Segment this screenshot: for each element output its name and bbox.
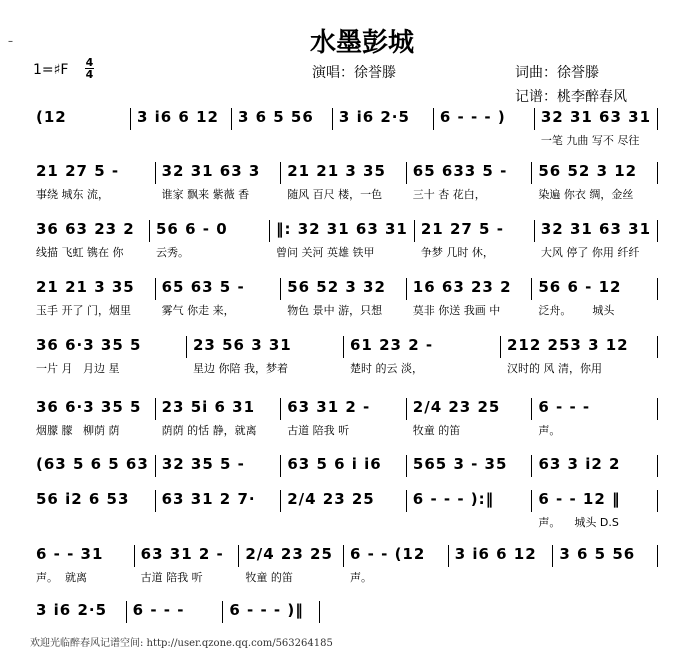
measure-notes: 3 i6 2·5 bbox=[338, 108, 410, 126]
score-row bbox=[30, 220, 658, 260]
measure bbox=[407, 162, 532, 202]
measure-notes: 63 31 2 - bbox=[140, 545, 224, 563]
time-bottom: 4 bbox=[85, 68, 94, 81]
measure bbox=[156, 162, 281, 202]
measure bbox=[30, 278, 155, 318]
measure-lyrics: 牧童 的笛 bbox=[245, 571, 293, 584]
measure bbox=[333, 108, 433, 134]
score-row bbox=[30, 278, 658, 318]
measure-notes: 32 31 63 31 bbox=[540, 108, 652, 126]
measure-notes: 56 52 3 12 bbox=[538, 162, 638, 180]
measure bbox=[281, 490, 406, 516]
measure-notes: 65 63 5 - bbox=[161, 278, 245, 296]
time-top: 4 bbox=[85, 56, 94, 69]
measure bbox=[532, 455, 657, 481]
measure-notes: 21 21 3 35 bbox=[36, 278, 135, 296]
measure-notes: 16 63 23 2 bbox=[412, 278, 512, 296]
measure-lyrics: 一笔 九曲 写不 尽往 bbox=[540, 134, 640, 147]
measure-lyrics: 声。 bbox=[538, 424, 561, 437]
measure bbox=[407, 278, 532, 318]
measure-lyrics: 牧童 的笛 bbox=[412, 424, 461, 437]
bar-line bbox=[319, 601, 320, 623]
measure bbox=[30, 108, 130, 134]
measure-notes: 23 56 3 31 bbox=[193, 336, 292, 354]
measure bbox=[239, 545, 343, 585]
measure bbox=[501, 336, 657, 376]
measure-notes: 32 31 63 31 bbox=[540, 220, 652, 238]
measure bbox=[532, 278, 657, 318]
measure-notes: 32 35 5 - bbox=[161, 455, 245, 473]
measure bbox=[156, 278, 281, 318]
measure bbox=[223, 601, 319, 627]
measure bbox=[532, 490, 657, 530]
dash-mark: – bbox=[8, 36, 13, 47]
measure-lyrics: 三十 杏 花白， bbox=[412, 188, 486, 201]
measure-notes: 63 31 2 7· bbox=[161, 490, 256, 508]
measure-notes: 6 - - - ) bbox=[439, 108, 506, 126]
measure-lyrics: 烟朦 朦 柳荫 荫 bbox=[36, 424, 120, 437]
score-row bbox=[30, 398, 658, 438]
measure-lyrics: 线描 飞虹 镌在 你 bbox=[36, 246, 124, 259]
measure bbox=[30, 490, 155, 516]
measure-lyrics: 星边 你陪 我，梦着 bbox=[193, 362, 288, 375]
measure bbox=[232, 108, 332, 134]
measure-notes: 56 i2 6 53 bbox=[36, 490, 130, 508]
measure-lyrics: 谁家 飘来 紫薇 香 bbox=[161, 188, 250, 201]
score-row bbox=[30, 336, 658, 376]
measure-notes: 6 - - 12 ‖ bbox=[538, 490, 621, 508]
bar-line bbox=[657, 162, 658, 184]
footer-text: 欢迎光临醉春风记谱空间: http://user.qzone.qq.com/563264185 bbox=[30, 638, 333, 649]
measure bbox=[30, 220, 149, 260]
score-row bbox=[30, 545, 658, 585]
measure-notes: 3 i6 2·5 bbox=[36, 601, 108, 619]
measure-lyrics: 泛舟。 城头 bbox=[538, 304, 615, 317]
measure-notes: 3 i6 6 12 bbox=[454, 545, 537, 563]
measure-notes: 2/4 23 25 bbox=[287, 490, 375, 508]
measure bbox=[532, 398, 657, 438]
measure-notes: 63 3 i2 2 bbox=[538, 455, 621, 473]
measure-lyrics: 声。 就离 bbox=[36, 571, 87, 584]
measure bbox=[407, 490, 532, 516]
bar-line bbox=[657, 220, 658, 242]
measure bbox=[135, 545, 239, 585]
measure-notes: 212 253 3 12 bbox=[507, 336, 629, 354]
measure bbox=[270, 220, 414, 260]
measure bbox=[156, 398, 281, 438]
measure bbox=[407, 398, 532, 438]
song-title: 水墨彭城 bbox=[310, 28, 415, 58]
measure-notes: 36 6·3 35 5 bbox=[36, 336, 142, 354]
measure-lyrics: 大风 停了 你用 纤纤 bbox=[540, 246, 640, 259]
measure bbox=[187, 336, 343, 376]
measure-lyrics: 雾气 你走 来， bbox=[161, 304, 235, 317]
measure-notes: 2/4 23 25 bbox=[245, 545, 333, 563]
measure-notes: 63 5 6 i i6 bbox=[287, 455, 382, 473]
bar-line bbox=[657, 278, 658, 300]
measure-notes: 21 27 5 - bbox=[420, 220, 504, 238]
singer: 演唱：徐誉滕 bbox=[312, 65, 396, 81]
measure-lyrics: 玉手 开了 门，烟里 bbox=[36, 304, 131, 317]
measure-notes: (63 5 6 5 63 bbox=[36, 455, 149, 473]
measure-notes: 56 52 3 32 bbox=[287, 278, 386, 296]
measure-lyrics: 古道 陪我 听 bbox=[140, 571, 203, 584]
score-row bbox=[30, 455, 658, 481]
measure-lyrics: 事绕 城东 流， bbox=[36, 188, 109, 201]
measure-notes: 2/4 23 25 bbox=[412, 398, 501, 416]
measure bbox=[127, 601, 223, 627]
score-row bbox=[30, 108, 658, 148]
measure-lyrics: 古道 陪我 听 bbox=[287, 424, 350, 437]
measure bbox=[131, 108, 231, 134]
measure-notes: 61 23 2 - bbox=[350, 336, 434, 354]
measure-notes: 6 - - - )‖ bbox=[229, 601, 304, 619]
measure-lyrics: 物色 景中 游，只想 bbox=[287, 304, 383, 317]
measure-notes: 36 63 23 2 bbox=[36, 220, 135, 238]
measure-lyrics: 楚时 的云 淡， bbox=[350, 362, 423, 375]
measure bbox=[535, 220, 657, 260]
measure-lyrics: 曾问 关河 英雄 铁甲 bbox=[275, 246, 375, 259]
measure bbox=[30, 162, 155, 202]
bar-line bbox=[657, 490, 658, 512]
measure bbox=[344, 336, 500, 376]
measure-notes: 32 31 63 3 bbox=[161, 162, 261, 180]
measure-lyrics: 染遍 你衣 绸，金丝 bbox=[538, 188, 634, 201]
measure-notes: ‖: 32 31 63 31 bbox=[275, 220, 408, 238]
transcriber: 记谱：桃李醉春风 bbox=[515, 89, 627, 105]
measure-lyrics: 汉时的 风 清，你用 bbox=[507, 362, 602, 375]
measure bbox=[449, 545, 553, 571]
key-signature: 1=♯F bbox=[33, 62, 69, 78]
measure bbox=[30, 336, 186, 376]
score-row bbox=[30, 162, 658, 202]
measure bbox=[434, 108, 534, 134]
measure-lyrics: 荫荫 的恬 静，就离 bbox=[161, 424, 257, 437]
measure bbox=[156, 490, 281, 516]
measure-lyrics: 莫非 你送 我画 中 bbox=[412, 304, 501, 317]
measure-notes: 36 6·3 35 5 bbox=[36, 398, 142, 416]
measure bbox=[30, 545, 134, 585]
measure-notes: 6 - - - bbox=[538, 398, 591, 416]
score-row bbox=[30, 490, 658, 530]
measure-notes: (12 bbox=[36, 108, 67, 126]
measure-notes: 6 - - 31 bbox=[36, 545, 104, 563]
measure bbox=[30, 601, 126, 627]
measure-notes: 56 6 - 0 bbox=[155, 220, 228, 238]
measure-notes: 21 27 5 - bbox=[36, 162, 120, 180]
measure bbox=[281, 455, 406, 481]
bar-line bbox=[657, 398, 658, 420]
measure-notes: 565 3 - 35 bbox=[412, 455, 508, 473]
bar-line bbox=[657, 455, 658, 477]
bar-line bbox=[657, 108, 658, 130]
measure bbox=[150, 220, 269, 260]
measure bbox=[30, 455, 155, 481]
score-row bbox=[30, 601, 320, 627]
measure bbox=[281, 162, 406, 202]
measure bbox=[281, 278, 406, 318]
bar-line bbox=[657, 545, 658, 567]
measure-lyrics: 声。 bbox=[350, 571, 373, 584]
measure bbox=[344, 545, 448, 585]
measure-lyrics: 一片 月 月边 星 bbox=[36, 362, 120, 375]
measure-notes: 65 633 5 - bbox=[412, 162, 508, 180]
measure bbox=[281, 398, 406, 438]
time-signature bbox=[85, 57, 94, 80]
measure-notes: 3 i6 6 12 bbox=[136, 108, 219, 126]
measure-notes: 3 6 5 56 bbox=[237, 108, 314, 126]
measure bbox=[415, 220, 534, 260]
measure-lyrics: 声。 城头 D.S bbox=[538, 516, 619, 529]
measure bbox=[407, 455, 532, 481]
measure bbox=[156, 455, 281, 481]
measure bbox=[30, 398, 155, 438]
measure-notes: 21 21 3 35 bbox=[287, 162, 386, 180]
measure-notes: 63 31 2 - bbox=[287, 398, 371, 416]
measure bbox=[532, 162, 657, 202]
measure-notes: 6 - - - ):‖ bbox=[412, 490, 495, 508]
measure-notes: 56 6 - 12 bbox=[538, 278, 622, 296]
measure-notes: 23 5i 6 31 bbox=[161, 398, 256, 416]
measure-notes: 3 6 5 56 bbox=[559, 545, 636, 563]
measure-notes: 6 - - (12 bbox=[350, 545, 426, 563]
measure-notes: 6 - - - bbox=[132, 601, 185, 619]
measure-lyrics: 随风 百尺 楼，一色 bbox=[287, 188, 383, 201]
measure-lyrics: 争梦 几时 休， bbox=[420, 246, 494, 259]
bar-line bbox=[657, 336, 658, 358]
measure bbox=[535, 108, 657, 148]
measure-lyrics: 云秀。 bbox=[155, 246, 189, 259]
measure bbox=[553, 545, 657, 571]
composer: 词曲：徐誉滕 bbox=[515, 65, 599, 81]
